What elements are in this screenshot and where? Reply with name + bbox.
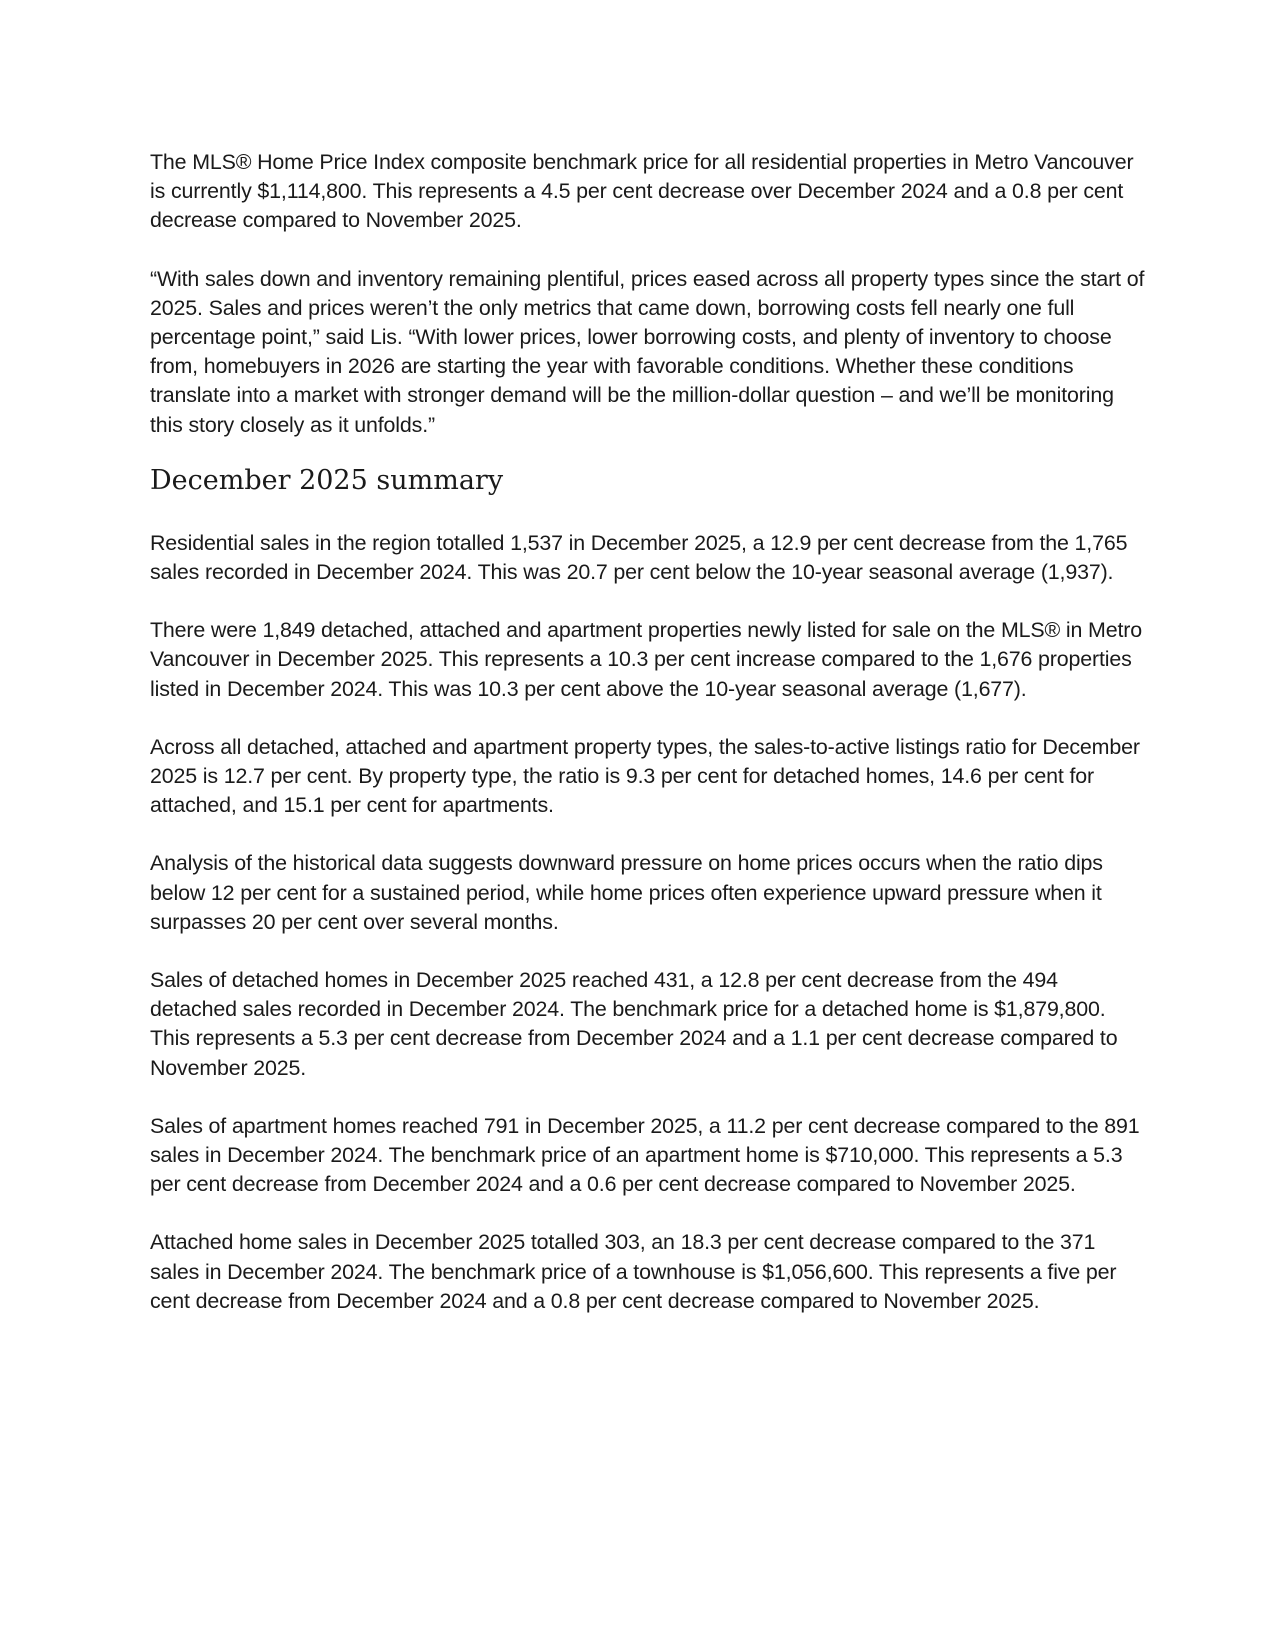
paragraph-quote: “With sales down and inventory remaining plentiful, prices eased across all property types since the start of 2025. Sales and prices weren’t the only metrics that came down, borrowing costs fell nearly one full percentage point,” said Lis. “With lower prices, lower borrowing costs, and plenty of inventory to choose from, homebuyers in 2026 are starting the year with favorable conditions. Whether these conditions translate into a market with stronger demand will be the million-dollar question – and we’ll be monitoring this story closely as it unfolds.” — [150, 266, 1145, 437]
paragraph-benchmark-price: The MLS® Home Price Index composite benchmark price for all residential properties in Metro Vancouver is currently $1,114,800. This represents a 4.5 per cent decrease over December 2024 and a 0.8 per cent decrease compared to November 2025. — [150, 150, 1134, 233]
paragraph-attached-sales: Attached home sales in December 2025 totalled 303, an 18.3 per cent decrease compared to the 371 sales in December 2024. The benchmark price of a townhouse is $1,056,600. This represents a five per cent decrease from December 2024 and a 0.8 per cent decrease compared to November 2025. — [150, 1230, 1117, 1313]
section-heading: December 2025 summary — [150, 464, 504, 496]
paragraph-new-listings: There were 1,849 detached, attached and apartment properties newly listed for sale on the MLS® in Metro Vancouver in December 2025. This represents a 10.3 per cent increase compared to the 1,676 properties listed in December 2024. This was 10.3 per cent above the 10-year seasonal average (1,677). — [150, 618, 1142, 701]
paragraph-residential-sales: Residential sales in the region totalled 1,537 in December 2025, a 12.9 per cent decrease from the 1,765 sales recorded in December 2024. This was 20.7 per cent below the 10-year seasonal average (1,937). — [150, 530, 1128, 585]
document-page — [150, 148, 1150, 1345]
paragraph-detached-sales: Sales of detached homes in December 2025 reached 431, a 12.8 per cent decrease from the 494 detached sales recorded in December 2024. The benchmark price for a detached home is $1,879,800. This represents a 5.3 per cent decrease from December 2024 and a 1.1 per cent decrease compared to November 2025. — [150, 968, 1118, 1080]
paragraph-sales-to-active-ratio: Across all detached, attached and apartment property types, the sales-to-active listings ratio for December 2025 is 12.7 per cent. By property type, the ratio is 9.3 per cent for detached homes, 14.6 per cent for attached, and 15.1 per cent for apartments. — [150, 734, 1140, 818]
paragraph-apartment-sales: Sales of apartment homes reached 791 in December 2025, a 11.2 per cent decrease compared to the 891 sales in December 2024. The benchmark price of an apartment home is $710,000. This represents a 5.3 per cent decrease from December 2024 and a 0.6 per cent decrease compared to November 2025. — [150, 1113, 1140, 1197]
paragraph-historical-analysis: Analysis of the historical data suggests downward pressure on home prices occurs when the ratio dips below 12 per cent for a sustained period, while home prices often experience upward pressure when it surpasses 20 per cent over several months. — [150, 851, 1103, 934]
